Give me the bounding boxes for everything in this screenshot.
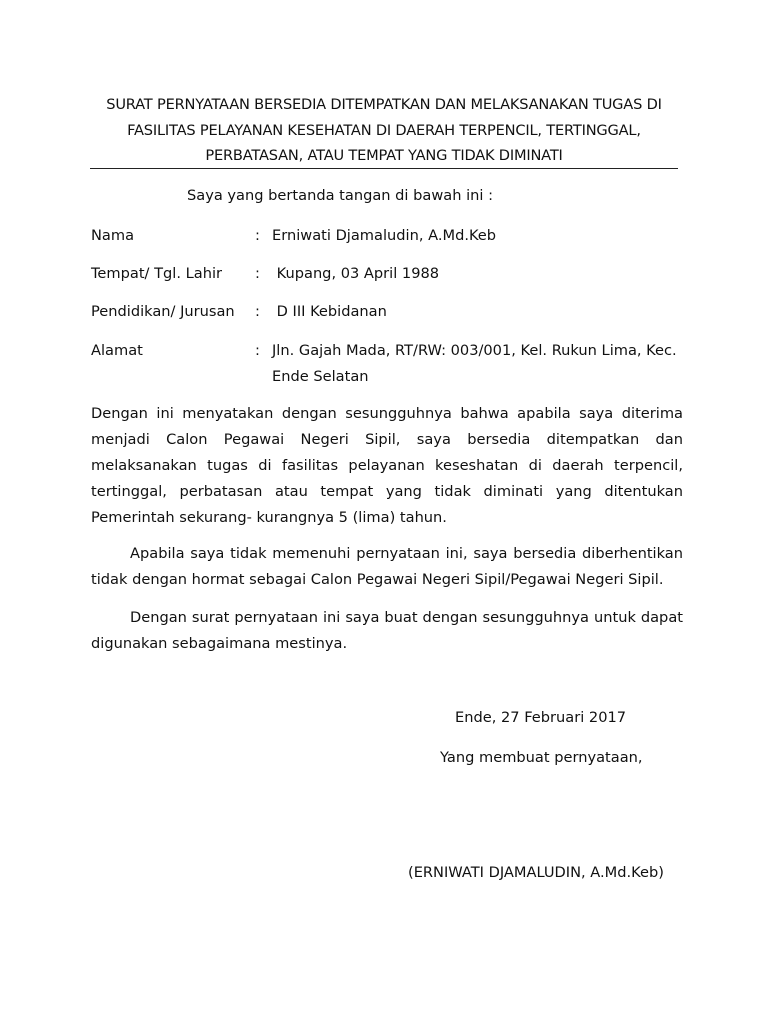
maker-label: Yang membuat pernyataan, [440, 749, 643, 766]
field-separator: : [255, 303, 260, 320]
title-line: SURAT PERNYATAAN BERSEDIA DITEMPATKAN DAN MELAKSANAKAN TUGAS DI [106, 96, 662, 113]
intro-text: Saya yang bertanda tangan di bawah ini : [187, 187, 494, 204]
field-value: Kupang, 03 April 1988 [272, 265, 440, 282]
document-title [91, 92, 677, 169]
consequence-paragraph: Apabila saya tidak memenuhi pernyataan ini, saya bersedia diberhentikan tidak dengan hormat sebagai Calon Pegawai Negeri Sipil/Pegawai Negeri Sipil. [91, 545, 683, 588]
field-label: Alamat [91, 342, 143, 359]
field-separator: : [255, 265, 260, 282]
title-line: FASILITAS PELAYANAN KESEHATAN DI DAERAH TERPENCIL, TERTINGGAL, [127, 121, 641, 139]
statement-paragraph: Dengan ini menyatakan dengan sesungguhnya bahwa apabila saya diterima menjadi Calon Pegawai Negeri Sipil, saya bersedia ditempatkan dan melaksanakan tugas di fasilitas pelayanan keseshatan di daerah terpencil, tertinggal, perbatasan atau tempat yang tidak diminati yang ditentukan Pemerintah sekurang- kurangnya 5 (lima) tahun. [91, 405, 683, 526]
field-label: Tempat/ Tgl. Lahir [91, 265, 223, 282]
field-value: D III Kebidanan [272, 303, 387, 320]
field-value: Jln. Gajah Mada, RT/RW: 003/001, Kel. Rukun Lima, Kec. Ende Selatan [272, 342, 677, 385]
field-label: Nama [91, 227, 135, 244]
field-separator: : [255, 227, 260, 244]
closing-paragraph: Dengan surat pernyataan ini saya buat dengan sesungguhnya untuk dapat digunakan sebagaimana mestinya. [91, 609, 683, 652]
field-separator: : [255, 342, 260, 359]
place-date: Ende, 27 Februari 2017 [455, 709, 627, 726]
signer-name: (ERNIWATI DJAMALUDIN, A.Md.Keb) [408, 864, 664, 881]
title-underline [90, 168, 678, 169]
field-label: Pendidikan/ Jurusan [91, 303, 235, 320]
title-line: PERBATASAN, ATAU TEMPAT YANG TIDAK DIMINATI [205, 147, 563, 164]
field-value: Erniwati Djamaludin, A.Md.Keb [272, 227, 497, 244]
